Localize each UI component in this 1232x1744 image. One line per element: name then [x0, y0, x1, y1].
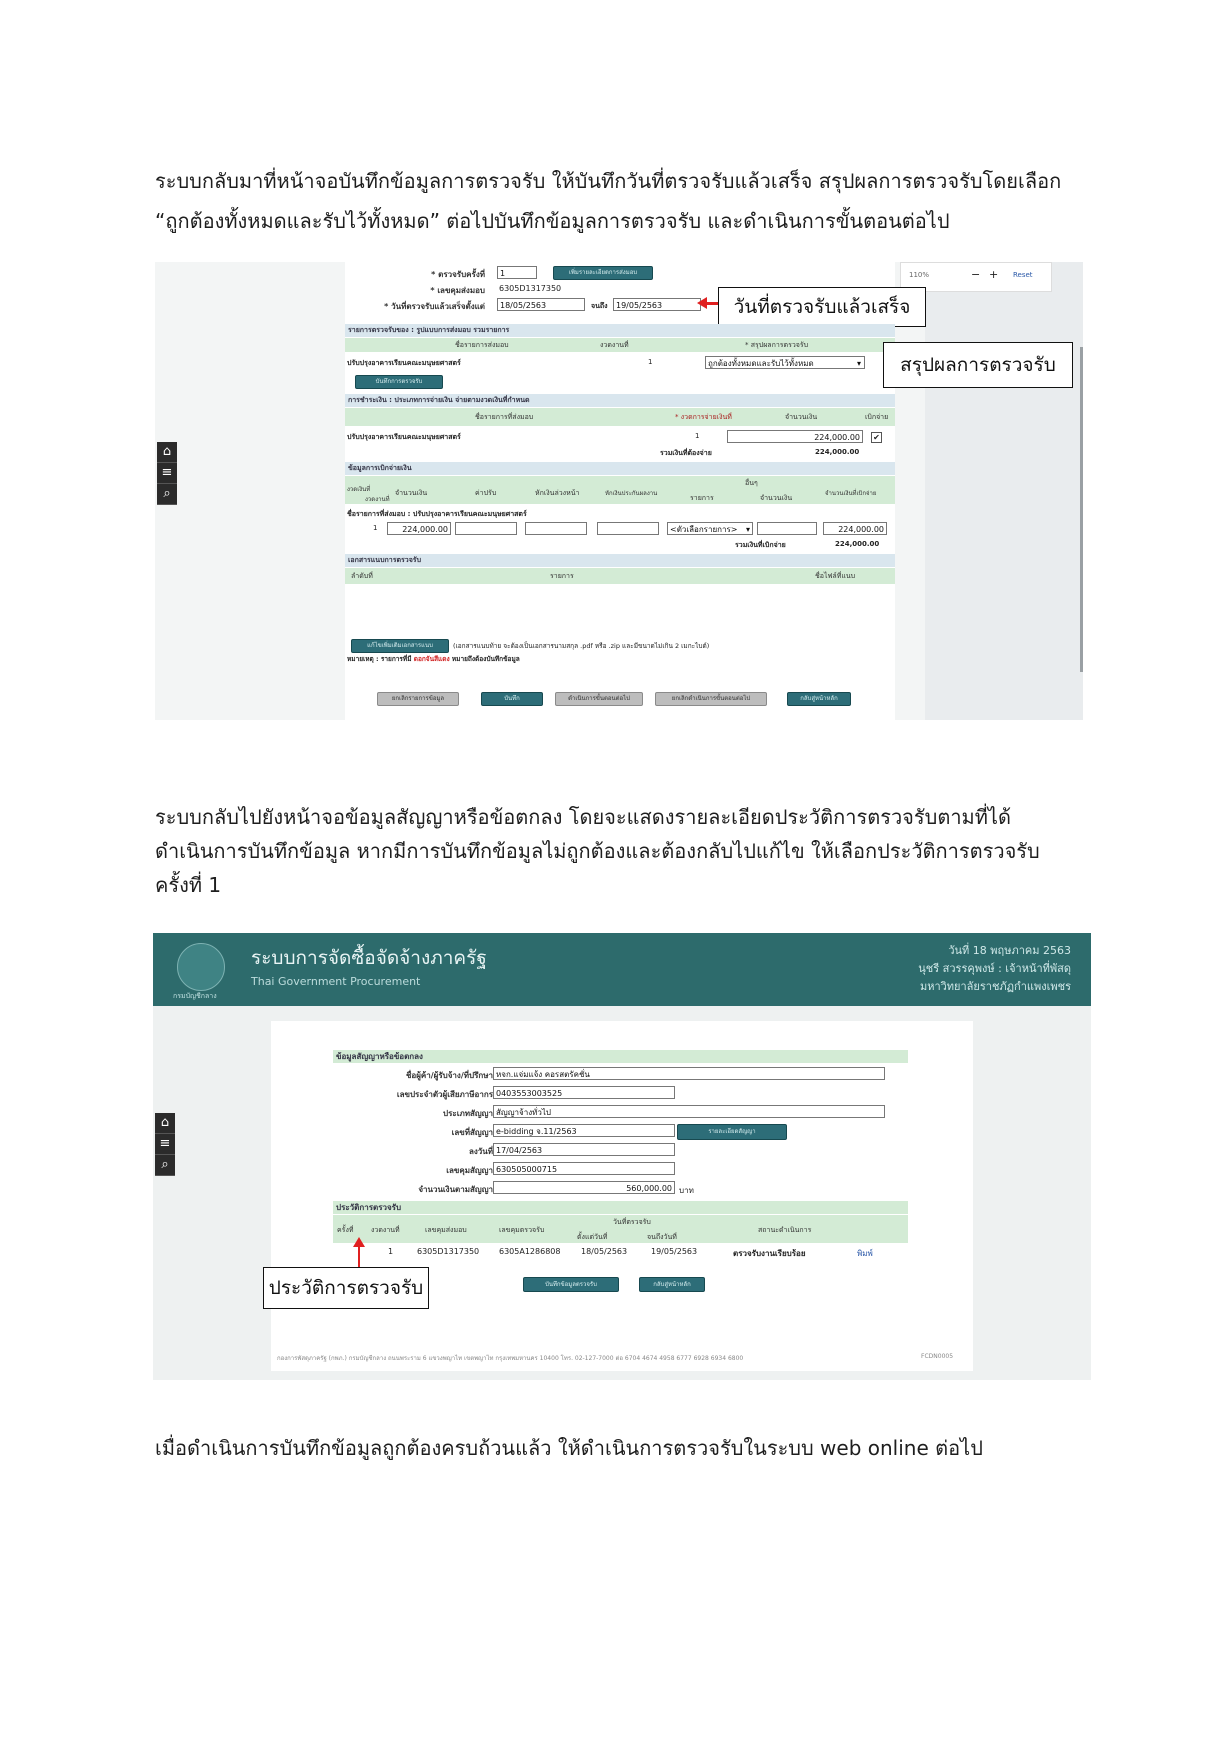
- attach-doc-button[interactable]: แก้ไขเพิ่มเติมเอกสารแนบ: [351, 639, 449, 653]
- vendor-label: ชื่อผู้ค้า/ผู้รับจ้าง/ที่ปรึกษา: [405, 1071, 493, 1080]
- disburse-h-other: อื่นๆ: [745, 479, 758, 487]
- items-header-result: * สรุปผลการตรวจรับ: [745, 341, 809, 349]
- back-home-button[interactable]: กลับสู่หน้าหลัก: [787, 692, 851, 706]
- intro-paragraph: [155, 164, 1095, 238]
- contract-control-input[interactable]: 630505000715: [493, 1162, 675, 1175]
- pay-checkbox[interactable]: ✔: [871, 432, 882, 443]
- contract-detail-button[interactable]: รายละเอียดสัญญา: [677, 1124, 787, 1140]
- baht-unit: บาท: [679, 1186, 694, 1195]
- disburse-guarantee-input[interactable]: [597, 522, 659, 535]
- payment-row-period: 1: [695, 432, 700, 440]
- tax-id-input[interactable]: 0403553003525: [493, 1086, 675, 1099]
- site-banner: [153, 933, 1091, 1006]
- history-h-to: จนถึงวันที่: [647, 1233, 677, 1241]
- disburse-other-select-value: <ตัวเลือกรายการ>: [670, 525, 738, 534]
- screenshot-inspection-form: [155, 262, 1083, 720]
- disburse-advance-input[interactable]: [525, 522, 587, 535]
- zoom-percent: 110%: [909, 271, 930, 279]
- payment-header-amount: จำนวนเงิน: [785, 413, 818, 421]
- items-row-period: 1: [648, 358, 653, 366]
- docs-header-file: ชื่อไฟล์ที่แนบ: [815, 572, 856, 580]
- disburse-total-input[interactable]: 224,000.00: [823, 522, 887, 535]
- side-nav-icons: [157, 442, 177, 505]
- side-nav-icons-2: [155, 1113, 175, 1176]
- inspect-date-to[interactable]: 19/05/2563: [613, 298, 701, 311]
- disburse-h-advance: หักเงินล่วงหน้า: [535, 489, 580, 497]
- chevron-down-icon: ▾: [856, 359, 861, 368]
- history-delivery-no: 6305D1317350: [417, 1247, 480, 1256]
- contract-amount-input[interactable]: 560,000.00: [493, 1181, 675, 1194]
- back-home-button-2[interactable]: กลับสู่หน้าหลัก: [639, 1277, 705, 1292]
- disburse-h-installment: งวดเงินที่: [347, 486, 371, 493]
- round-input[interactable]: 1: [497, 266, 537, 279]
- disburse-h-fine: ค่าปรับ: [475, 489, 497, 497]
- remark-red: ดอกจันสีแดง: [413, 655, 450, 663]
- section-history: ประวัติการตรวจรับ: [333, 1201, 908, 1214]
- items-header: [345, 338, 895, 352]
- disburse-amount-input[interactable]: 224,000.00: [387, 522, 451, 535]
- disburse-h-other-amount: จำนวนเงิน: [760, 494, 793, 502]
- payment-header-period: * งวดการจ่ายเงินที่: [675, 413, 732, 421]
- payment-header: [345, 408, 895, 426]
- disburse-h-amount: จำนวนเงิน: [395, 489, 428, 497]
- history-row[interactable]: [333, 1245, 908, 1261]
- disburse-h-total: จำนวนเงินที่เบิกจ่าย: [825, 490, 877, 497]
- contract-type-label: ประเภทสัญญา: [443, 1109, 493, 1118]
- history-h-round: ครั้งที่: [337, 1226, 354, 1234]
- cancel-data-button[interactable]: ยกเลิกรายการข้อมูล: [377, 692, 459, 706]
- disburse-total-label: รวมเงินที่เบิกจ่าย: [735, 541, 786, 549]
- save-button[interactable]: บันทึก: [481, 692, 543, 706]
- history-h-delivery: เลขคุมส่งมอบ: [425, 1226, 467, 1234]
- payment-header-name: ชื่อรายการที่ส่งมอบ: [475, 413, 534, 421]
- right-panel: [925, 262, 1083, 720]
- to-label: จนถึง: [591, 302, 608, 310]
- disburse-other-amount-input[interactable]: [757, 522, 817, 535]
- add-delivery-button[interactable]: เพิ่มรายละเอียดการส่งมอบ: [553, 266, 653, 280]
- disburse-header: [345, 476, 895, 504]
- middle-line-3: ครั้งที่ 1: [155, 873, 222, 897]
- arrow-head-left: [697, 297, 707, 309]
- history-to: 19/05/2563: [651, 1247, 698, 1256]
- disburse-h-other-item: รายการ: [690, 494, 714, 502]
- disburse-h-period: งวดงานที่: [365, 496, 390, 503]
- intro-line-2: “ถูกต้องทั้งหมดและรับไว้ทั้งหมด” ต่อไปบันทึกข้อมูลการตรวจรับ และดำเนินการขั้นตอนต่อไป: [155, 209, 950, 233]
- items-header-name: ชื่อรายการส่งมอบ: [455, 341, 509, 349]
- history-header: [333, 1215, 908, 1243]
- footer-code: FCDN0005: [921, 1353, 954, 1360]
- tax-id-label: เลขประจำตัวผู้เสียภาษีอากร: [396, 1090, 493, 1099]
- history-h-inspect: เลขคุมตรวจรับ: [499, 1226, 545, 1234]
- home-icon[interactable]: ⌂: [157, 442, 177, 463]
- delivery-no-label: * เลขคุมส่งมอบ: [430, 286, 485, 295]
- history-from: 18/05/2563: [581, 1247, 628, 1256]
- disburse-other-select[interactable]: [667, 522, 753, 535]
- disburse-row-no: 1: [373, 524, 378, 532]
- payment-total-label: รวมเงินที่ต้องจ่าย: [660, 449, 712, 457]
- footer-address: กองการพัสดุภาครัฐ (กพภ.) กรมบัญชีกลาง ถนนพระราม 6 แขวงพญาไท เขตพญาไท กรุงเทพมหานคร 10400 โทร. 02-127-7000 ต่อ 6704 4674 4958 6777 6928 6934 6800: [277, 1355, 744, 1362]
- delivery-no-value: 6305D1317350: [499, 284, 562, 293]
- contract-no-input[interactable]: e-bidding จ.11/2563: [493, 1124, 675, 1137]
- remark-prefix: หมายเหตุ : รายการที่มี: [347, 655, 412, 663]
- zoom-out-icon[interactable]: −: [971, 268, 981, 281]
- history-print-link[interactable]: พิมพ์: [857, 1249, 873, 1258]
- history-h-period: งวดงานที่: [371, 1226, 400, 1234]
- result-select[interactable]: [705, 356, 865, 369]
- contract-no-label: เลขที่สัญญา: [451, 1128, 493, 1137]
- callout-inspect-date: วันที่ตรวจรับแล้วเสร็จ: [718, 287, 926, 327]
- section-contract: ข้อมูลสัญญาหรือข้อตกลง: [333, 1050, 908, 1063]
- round-label: * ตรวจรับครั้งที่: [431, 270, 485, 279]
- middle-line-2: ดำเนินการบันทึกข้อมูล หากมีการบันทึกข้อมูลไม่ถูกต้องและต้องกลับไปแก้ไข ให้เลือกประวัติการตรวจรับ: [155, 839, 1040, 863]
- history-inspect-no: 6305A1286808: [499, 1247, 561, 1256]
- banner-org: มหาวิทยาลัยราชภัฏกำแพงเพชร: [919, 980, 1071, 993]
- middle-line-1: ระบบกลับไปยังหน้าจอข้อมูลสัญญาหรือข้อตกลง โดยจะแสดงรายละเอียดประวัติการตรวจรับตามที่ได้: [155, 805, 1011, 829]
- contract-amount-label: จำนวนเงินตามสัญญา: [418, 1185, 493, 1194]
- logo-caption: กรมบัญชีกลาง: [173, 992, 217, 1000]
- history-status: ตรวจรับงานเรียบร้อย: [733, 1249, 806, 1258]
- disburse-total-value: 224,000.00: [835, 540, 880, 548]
- banner-subtitle: Thai Government Procurement: [251, 975, 421, 988]
- contract-type-input[interactable]: สัญญาจ้างทั่วไป: [493, 1105, 885, 1118]
- contract-date-label: ลงวันที่: [468, 1147, 493, 1156]
- contract-control-label: เลขคุมสัญญา: [446, 1166, 493, 1175]
- disburse-h-guarantee: หักเงินประกันผลงาน: [605, 490, 658, 497]
- save-inspection-data-button[interactable]: บันทึกข้อมูลตรวจรับ: [523, 1277, 619, 1292]
- chevron-down-icon: ▾: [745, 525, 750, 534]
- inspect-date-label: * วันที่ตรวจรับแล้วเสร็จตั้งแต่: [384, 302, 485, 311]
- next-step-button[interactable]: ดำเนินการขั้นตอนต่อไป: [555, 692, 643, 706]
- banner-user: นุชรี สวรรคุพงษ์ : เจ้าหน้าที่พัสดุ: [918, 962, 1071, 975]
- govt-logo: [177, 943, 225, 991]
- scrollbar[interactable]: [1080, 347, 1083, 672]
- save-inspection-button[interactable]: บันทึกการตรวจรับ: [355, 375, 443, 389]
- docs-header-no: ลำดับที่: [351, 572, 373, 580]
- search-icon[interactable]: ⌕: [155, 1155, 175, 1176]
- middle-paragraph: [155, 800, 1095, 902]
- section-items: รายการตรวจรับของ : รูปแบบการส่งมอบ รวมรายการ: [345, 324, 895, 337]
- contract-date-input[interactable]: 17/04/2563: [493, 1143, 675, 1156]
- history-h-status: สถานะดำเนินการ: [758, 1226, 812, 1234]
- remark-tail: หมายถึงต้องบันทึกข้อมูล: [451, 655, 520, 663]
- payment-amount-input[interactable]: 224,000.00: [727, 430, 863, 443]
- menu-icon[interactable]: ≡: [157, 463, 177, 484]
- payment-header-pay: เบิกจ่าย: [865, 413, 889, 421]
- items-header-period: งวดงานที่: [600, 341, 629, 349]
- section-docs: เอกสารแนบการตรวจรับ: [345, 554, 895, 567]
- history-round: 1: [388, 1247, 394, 1256]
- menu-icon[interactable]: ≡: [155, 1134, 175, 1155]
- inspect-date-from[interactable]: 18/05/2563: [497, 298, 585, 311]
- payment-row-name: ปรับปรุงอาคารเรียนคณะมนุษยศาสตร์: [347, 433, 461, 441]
- cancel-next-step-button[interactable]: ยกเลิกดำเนินการขั้นตอนต่อไป: [655, 692, 767, 706]
- banner-title: ระบบการจัดซื้อจัดจ้างภาครัฐ: [251, 947, 487, 969]
- payment-total-value: 224,000.00: [815, 448, 860, 456]
- history-h-from: ตั้งแต่วันที่: [577, 1233, 608, 1241]
- remark: [347, 654, 520, 664]
- section-payment: การชำระเงิน : ประเภทการจ่ายเงิน จ่ายตามงวดเงินที่กำหนด: [345, 394, 895, 407]
- search-icon[interactable]: ⌕: [157, 484, 177, 505]
- disburse-item-title: ชื่อรายการที่ส่งมอบ : ปรับปรุงอาคารเรียนคณะมนุษยศาสตร์: [347, 510, 527, 518]
- section-disburse: ข้อมูลการเบิกจ่ายเงิน: [345, 462, 895, 475]
- home-icon[interactable]: ⌂: [155, 1113, 175, 1134]
- history-h-date: วันที่ตรวจรับ: [613, 1218, 651, 1226]
- screenshot-contract-info: [153, 933, 1091, 1380]
- docs-header-item: รายการ: [550, 572, 574, 580]
- vendor-input[interactable]: หจก.แจ่มแจ้ง คอรสตรัคชั่น: [493, 1067, 885, 1080]
- zoom-in-icon[interactable]: +: [989, 268, 999, 281]
- callout-history: ประวัติการตรวจรับ: [263, 1267, 429, 1309]
- arrow-shaft: [358, 1246, 360, 1268]
- docs-header: [345, 568, 895, 584]
- result-select-value: ถูกต้องทั้งหมดและรับไว้ทั้งหมด: [708, 359, 814, 368]
- zoom-reset[interactable]: Reset: [1013, 271, 1033, 279]
- disburse-fine-input[interactable]: [455, 522, 517, 535]
- intro-line-1: ระบบกลับมาที่หน้าจอบันทึกข้อมูลการตรวจรับ ให้บันทึกวันที่ตรวจรับแล้วเสร็จ สรุปผลการตรวจรับโดยเลือก: [155, 169, 1062, 193]
- callout-inspect-result: สรุปผลการตรวจรับ: [883, 342, 1073, 388]
- banner-date: วันที่ 18 พฤษภาคม 2563: [948, 944, 1071, 957]
- closing-paragraph: เมื่อดำเนินการบันทึกข้อมูลถูกต้องครบถ้วนแล้ว ให้ดำเนินการตรวจรับในระบบ web online ต่อไป: [155, 1436, 983, 1460]
- attach-note: (เอกสารแนบท้าย จะต้องเป็นเอกสารนามสกุล .pdf หรือ .zip และมีขนาดไม่เกิน 2 เมกะไบต์): [453, 642, 710, 650]
- items-row-name: ปรับปรุงอาคารเรียนคณะมนุษยศาสตร์: [347, 359, 461, 367]
